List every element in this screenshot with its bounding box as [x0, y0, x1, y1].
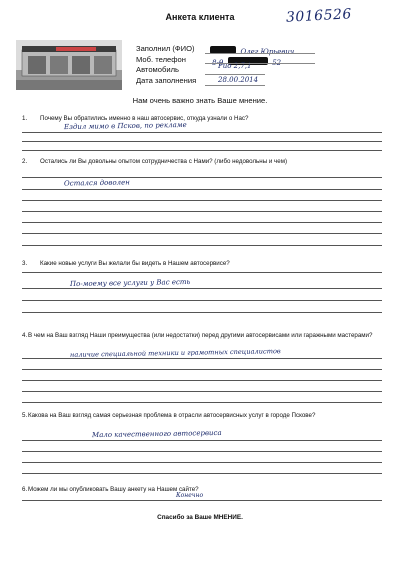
answer-line — [22, 451, 382, 452]
answer-line — [22, 288, 382, 289]
date-underline — [205, 85, 265, 86]
question-1: 1. Почему Вы обратились именно в наш автосервис, откуда узнали о Нас? — [22, 115, 249, 122]
phone-label: Моб. телефон — [136, 54, 186, 64]
answer-line — [22, 402, 382, 403]
question-3-text: Какие новые услуги Вы желали бы видеть в Нашем автосервисе? — [40, 260, 230, 267]
phone-value-start: 8-9 — [212, 59, 224, 67]
name-row — [136, 44, 196, 55]
question-2-text: Остались ли Вы довольны опытом сотрудничества с Нами? (либо недовольны и чем) — [40, 158, 288, 165]
registration-number: 3016526 — [285, 6, 353, 26]
phone-underline — [205, 63, 315, 64]
question-6: 6.Можем ли мы опубликовать Вашу анкету на Нашем сайте? — [22, 486, 199, 493]
answer-line — [22, 211, 382, 212]
question-5-text: Какова на Ваш взгляд самая серьезная проблема в отрасли автосервисных услуг в городе Пскове? — [28, 412, 316, 419]
answer-line — [22, 150, 382, 151]
client-fields — [136, 44, 196, 86]
answer-2: Остался доволен — [63, 178, 130, 188]
answer-line — [22, 245, 382, 246]
answer-line — [22, 222, 382, 223]
answer-line — [22, 391, 382, 392]
answer-line — [22, 132, 382, 133]
car-underline — [205, 74, 265, 75]
answer-3: По-моему все услуги у Вас есть — [69, 277, 191, 289]
answer-line — [22, 369, 382, 370]
answer-line — [22, 358, 382, 359]
answer-line — [22, 312, 382, 313]
phone-value-end: 52 — [272, 59, 282, 67]
question-4: 4.В чем на Ваш взгляд Наши преимущества (или недостатки) перед другими автосервисами или гаражными мастерами? — [22, 332, 373, 339]
answer-line — [22, 440, 382, 441]
form-title: Анкета клиента — [165, 12, 235, 22]
answer-line — [22, 300, 382, 301]
question-1-text: Почему Вы обратились именно в наш автосервис, откуда узнали о Нас? — [40, 115, 249, 122]
answer-5: Мало качественного автосервиса — [91, 428, 222, 440]
car-label: Автомобиль — [136, 65, 179, 75]
answer-line — [22, 233, 382, 234]
answer-line — [22, 141, 382, 142]
answer-6: Конечно — [176, 492, 204, 499]
car-value: Рио 2,7,1 — [218, 62, 252, 70]
name-label: Заполнил (ФИО) — [136, 44, 195, 53]
subtitle: Нам очень важно знать Ваше мнение. — [132, 96, 268, 105]
question-3: 3. Какие новые услуги Вы желали бы видеть в Нашем автосервисе? — [22, 260, 230, 267]
answer-line — [22, 189, 382, 190]
phone-row — [136, 55, 196, 66]
date-value: 28.00.2014 — [218, 76, 259, 84]
question-4-text: В чем на Ваш взгляд Наши преимущества (или недостатки) перед другими автосервисами или гаражными мастерами? — [28, 332, 373, 339]
car-row — [136, 65, 196, 76]
footer-thanks: Спасибо за Ваше МНЕНИЕ. — [157, 514, 243, 521]
service-station-photo — [16, 40, 122, 90]
answer-line — [22, 380, 382, 381]
answer-line — [22, 177, 382, 178]
answer-line — [22, 200, 382, 201]
answer-line — [22, 473, 382, 474]
answer-4: наличие специальной техники и грамотных специалистов — [69, 347, 281, 359]
question-6-text: Можем ли мы опубликовать Вашу анкету на Нашем сайте? — [28, 486, 199, 493]
date-label: Дата заполнения — [136, 75, 197, 85]
answer-line — [22, 462, 382, 463]
answer-1: Ездил мимо в Псков, по рекламе — [63, 120, 187, 132]
date-row — [136, 76, 196, 87]
answer-line — [22, 500, 382, 501]
name-underline — [205, 53, 315, 54]
question-5: 5.Какова на Ваш взгляд самая серьезная проблема в отрасли автосервисных услуг в городе Пскове? — [22, 412, 316, 419]
question-2: 2. Остались ли Вы довольны опытом сотрудничества с Нами? (либо недовольны и чем) — [22, 158, 288, 165]
name-value: Олег Юрьевич — [240, 48, 295, 56]
answer-line — [22, 272, 382, 273]
